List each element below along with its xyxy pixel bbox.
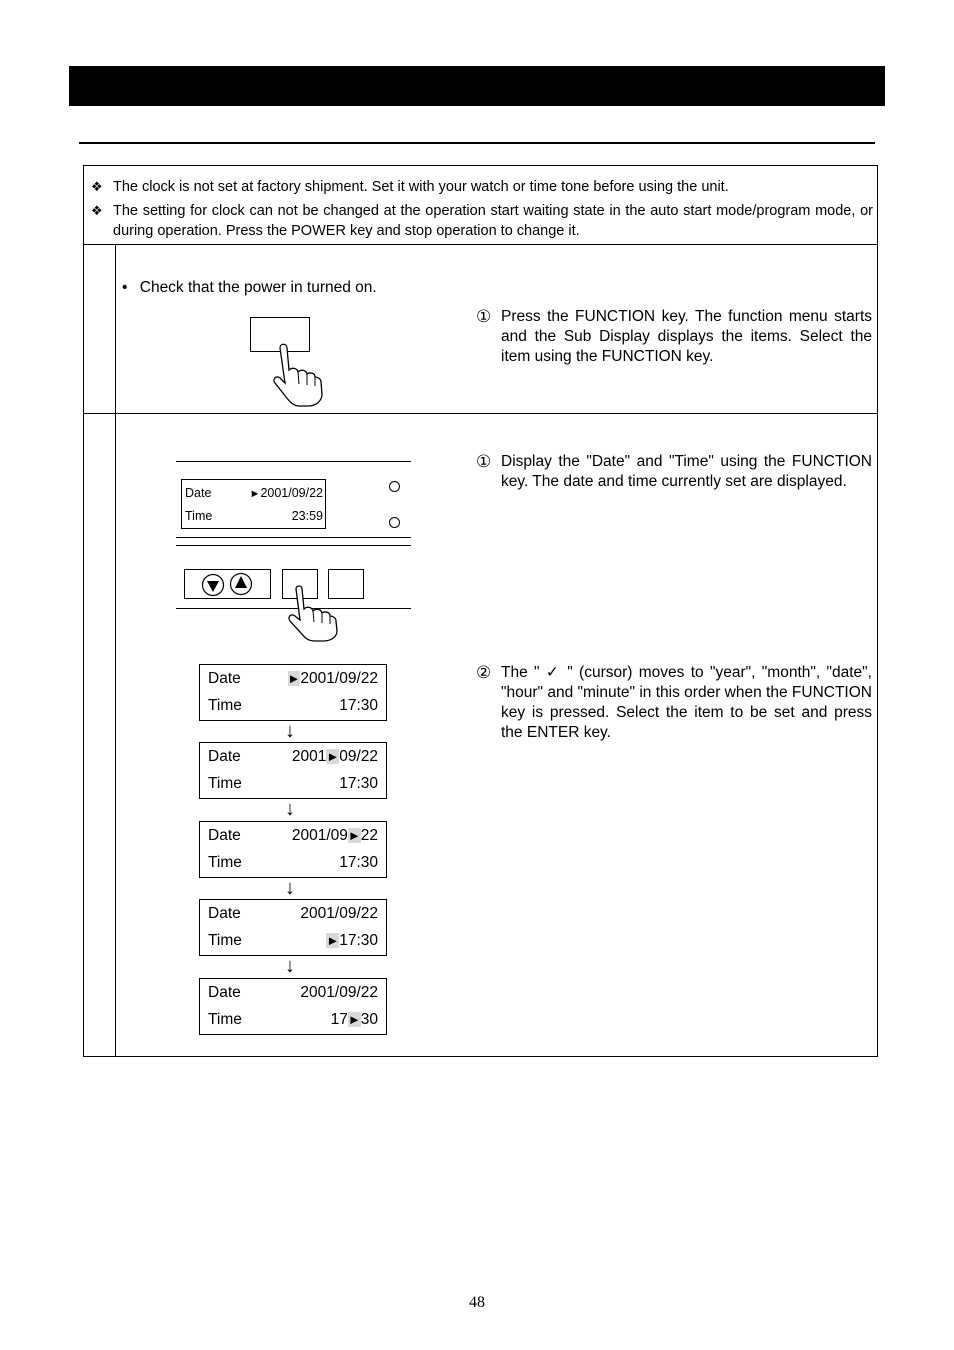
page-number: 48 bbox=[469, 1294, 485, 1311]
display-hour-cursor bbox=[199, 899, 387, 956]
date-label: Date bbox=[208, 905, 241, 922]
header-bar bbox=[69, 66, 885, 106]
bullet: • bbox=[122, 279, 128, 296]
time-label: Time bbox=[208, 697, 242, 714]
down-arrow-icon: ↓ bbox=[285, 955, 295, 977]
note-1-text: The clock is not set at factory shipment. Set it with your watch or time tone before using the unit. bbox=[113, 179, 729, 195]
step-2-cursor bbox=[476, 663, 872, 743]
panel-line bbox=[176, 537, 411, 538]
time-value: 17:30 bbox=[339, 775, 378, 792]
indicator-lamp-icon bbox=[389, 517, 400, 528]
time-value: 17:30 bbox=[339, 697, 378, 714]
time-value: 23:59 bbox=[291, 509, 323, 523]
step-1-display bbox=[476, 452, 872, 492]
diamond-bullet-icon: ❖ bbox=[91, 179, 103, 194]
display-day-cursor bbox=[199, 821, 387, 878]
time-label: Time bbox=[208, 854, 242, 871]
step-text: Press the FUNCTION key. The function menu starts and the Sub Display displays the items. Select the item using the FUNCTION key. bbox=[501, 308, 872, 365]
diamond-bullet-icon: ❖ bbox=[91, 203, 103, 218]
date-label: Date bbox=[208, 748, 241, 765]
date-value: ►2001/09/22 bbox=[249, 486, 323, 500]
column-divider bbox=[115, 244, 116, 1057]
step-text: The " ✓ " (cursor) moves to "year", "month", "date", "hour" and "minute" in this order when the FUNCTION key is pressed. Select the item to be set and press the ENTER key. bbox=[501, 664, 872, 741]
divider bbox=[83, 413, 878, 414]
title-rule bbox=[79, 142, 875, 144]
display-month-cursor bbox=[199, 742, 387, 799]
display-minute-cursor bbox=[199, 978, 387, 1035]
down-arrow-icon: ↓ bbox=[285, 798, 295, 820]
divider bbox=[83, 244, 878, 245]
arrow-keys bbox=[184, 569, 271, 599]
time-label: Time bbox=[208, 932, 242, 949]
step-number: ① bbox=[476, 307, 492, 326]
date-label: Date bbox=[208, 827, 241, 844]
panel-line bbox=[176, 461, 411, 462]
step-1-function bbox=[476, 307, 872, 367]
date-label: Date bbox=[208, 984, 241, 1001]
cursor-icon: ► bbox=[287, 671, 301, 686]
time-value: 17:30 bbox=[339, 854, 378, 871]
time-label: Time bbox=[208, 1011, 242, 1028]
cursor-icon: ► bbox=[326, 933, 340, 948]
date-value: ►2001/09/22 bbox=[287, 670, 378, 687]
time-label: Time bbox=[208, 775, 242, 792]
step-number: ② bbox=[476, 663, 492, 682]
power-check-text: Check that the power in turned on. bbox=[139, 279, 377, 296]
down-arrow-icon: ↓ bbox=[285, 720, 295, 742]
sub-display bbox=[181, 479, 326, 529]
power-check bbox=[122, 278, 377, 298]
date-value: 2001/09/22 bbox=[300, 984, 378, 1001]
note-2 bbox=[91, 201, 873, 241]
step-text: Display the "Date" and "Time" using the FUNCTION key. The date and time currently set are displayed. bbox=[501, 453, 872, 490]
cursor-icon: ► bbox=[347, 1012, 361, 1027]
step-number: ① bbox=[476, 452, 492, 471]
note-1 bbox=[91, 177, 873, 197]
panel-line bbox=[176, 545, 411, 546]
cursor-icon: ► bbox=[347, 828, 361, 843]
down-arrow-key-icon[interactable] bbox=[201, 573, 225, 597]
note-2-text: The setting for clock can not be changed at the operation start waiting state in the auto start mode/program mode, or during operation. Press the POWER key and stop operation to change it. bbox=[113, 203, 873, 239]
cursor-icon: ► bbox=[326, 749, 340, 764]
date-value: 2001►09/22 bbox=[291, 748, 378, 765]
pointing-hand-icon bbox=[268, 340, 338, 410]
up-arrow-key-icon[interactable] bbox=[229, 572, 253, 596]
cursor-icon: ► bbox=[249, 488, 261, 500]
date-value: 2001/09►22 bbox=[291, 827, 378, 844]
date-label: Date bbox=[185, 486, 212, 500]
time-value: 17►30 bbox=[330, 1011, 378, 1028]
display-year-cursor bbox=[199, 664, 387, 721]
down-arrow-icon: ↓ bbox=[285, 877, 295, 899]
time-label: Time bbox=[185, 509, 213, 523]
indicator-lamp-icon bbox=[389, 481, 400, 492]
date-label: Date bbox=[208, 670, 241, 687]
date-value: 2001/09/22 bbox=[300, 905, 378, 922]
pointing-hand-icon bbox=[284, 585, 350, 643]
time-value: ►17:30 bbox=[326, 932, 378, 949]
